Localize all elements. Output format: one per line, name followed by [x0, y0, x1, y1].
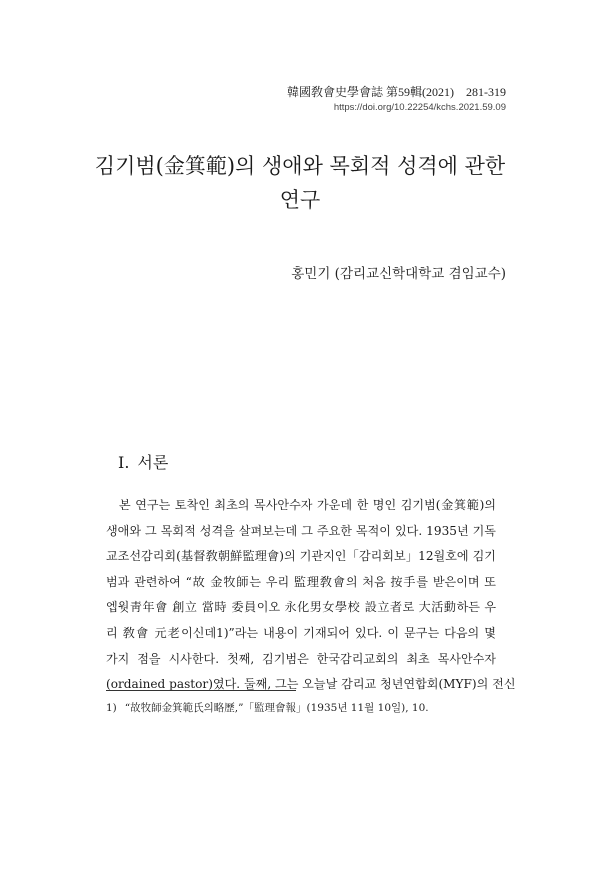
body-line: 가지 점을 시사한다. 첫째, 김기범은 한국감리교회의 최초 목사안수자 [106, 651, 496, 666]
footnote [106, 701, 506, 715]
body-line: (ordained pastor)였다. 둘째, 그는 오늘날 감리교 청년연합회(MYF)의 전신 [106, 677, 516, 692]
body-line: 엡웟靑年會 創立 當時 委員이오 永化男女學校 設立者로 大活動하든 우 [106, 600, 496, 615]
body-line: 범과 관련하여 “故 金牧師는 우리 監理敎會의 처음 按手를 받은이며 또 [106, 574, 496, 589]
section-title: 서론 [137, 453, 169, 472]
body-paragraph [106, 493, 516, 698]
body-line: 본 연구는 토착인 최초의 목사안수자 가운데 한 명인 김기범(金箕範)의 [119, 498, 496, 512]
section-heading [118, 450, 168, 473]
doi-link[interactable]: https://doi.org/10.22254/kchs.2021.59.09 [333, 102, 506, 113]
body-line: 생애와 그 목회적 성격을 살펴보는데 그 주요한 목적이 있다. 1935년 기독 [106, 523, 496, 538]
paper-title [60, 149, 540, 217]
footnote-text: “故牧師金箕範氏의略歷,”「監理會報」(1935년 11월 10일), 10. [124, 702, 429, 714]
paper-title-line-1: 김기범(金箕範)의 생애와 목회적 성격에 관한 [94, 154, 506, 178]
footnote-number: 1) [106, 702, 117, 714]
section-number: Ⅰ. [118, 453, 130, 472]
paper-title-line-2: 연구 [279, 188, 321, 212]
body-line: 리 敎會 元老이신데1)”라는 내용이 기재되어 있다. 이 문구는 다음의 몇 [106, 625, 496, 640]
journal-citation: 韓國敎會史學會誌 第59輯(2021) 281-319 [287, 85, 506, 99]
footnote-divider [106, 690, 296, 691]
journal-header [287, 84, 506, 115]
author-affiliation: 홍민기 (감리교신학대학교 겸임교수) [291, 266, 506, 282]
body-line: 교조선감리회(基督敎朝鮮監理會)의 기관지인「감리회보」12월호에 김기 [106, 549, 496, 564]
